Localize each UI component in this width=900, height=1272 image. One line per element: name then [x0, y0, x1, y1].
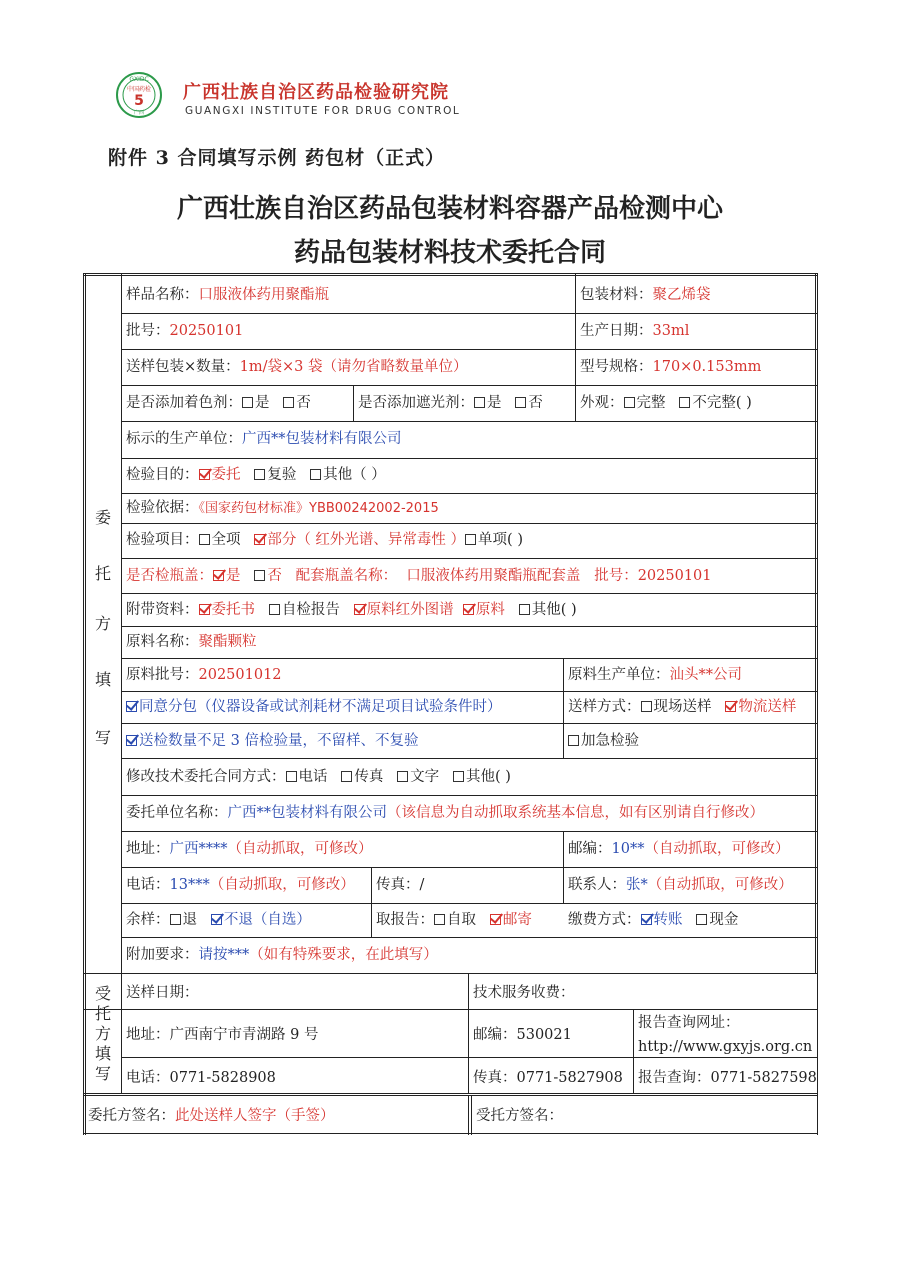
checkbox[interactable]: [310, 469, 321, 480]
checkbox[interactable]: [286, 771, 297, 782]
query-phone: 报告查询：0771-5827598: [638, 1070, 817, 1086]
receiver-fax: 传真：0771-5827908: [473, 1070, 623, 1086]
checkbox-checked[interactable]: [641, 914, 652, 925]
colorant-field[interactable]: 是否添加着色剂： 是 否: [126, 395, 311, 411]
checkbox[interactable]: [568, 735, 579, 746]
checkbox[interactable]: [254, 570, 265, 581]
send-date-field[interactable]: 送样日期：: [126, 985, 199, 1001]
appearance-field[interactable]: 外观： 完整 不完整( ): [580, 395, 752, 411]
raw-batch-field[interactable]: 原料批号：202501012: [126, 667, 282, 683]
checkbox-checked[interactable]: [126, 735, 137, 746]
receiver-postcode: 邮编：530021: [473, 1027, 572, 1043]
checkbox[interactable]: [453, 771, 464, 782]
page-subtitle: 药品包装材料技术委托合同: [293, 238, 606, 268]
checkbox-checked[interactable]: [490, 914, 501, 925]
query-url[interactable]: http://www.gxyjs.org.cn: [638, 1039, 813, 1055]
checkbox[interactable]: [696, 914, 707, 925]
manufacturer-field[interactable]: 标示的生产单位：广西**包装材料有限公司: [126, 431, 402, 447]
checkbox[interactable]: [254, 469, 265, 480]
sample-name-field[interactable]: 样品名称：口服液体药用聚酯瓶: [126, 287, 329, 303]
institute-name-en: GUANGXI INSTITUTE FOR DRUG CONTROL: [185, 105, 461, 117]
client-name-field[interactable]: 委托单位名称：广西**包装材料有限公司（该信息为自动抓取系统基本信息，如有区别请自行修改）: [126, 805, 764, 821]
batch-field[interactable]: 批号：20250101: [126, 323, 244, 339]
phone-field[interactable]: 电话：13***（自动抓取，可修改）: [126, 877, 355, 893]
fax-field[interactable]: 传真：/: [376, 877, 425, 893]
raw-maker-field[interactable]: 原料生产单位：汕头**公司: [568, 667, 742, 683]
report-pickup-field[interactable]: 取报告： 自取 邮寄: [376, 912, 532, 928]
checkbox-checked[interactable]: [211, 914, 222, 925]
checkbox[interactable]: [283, 397, 294, 408]
checkbox-checked[interactable]: [199, 469, 210, 480]
basis-field[interactable]: 检验依据：《国家药包材标准》YBB00242002-2015: [126, 500, 439, 516]
items-field[interactable]: 检验项目： 全项 部分（ 红外光谱、异常毒性 ） 单项( ): [126, 532, 523, 548]
svg-text:GXIDC: GXIDC: [129, 76, 149, 83]
svg-text:广西: 广西: [133, 110, 145, 116]
pack-material-field[interactable]: 包装材料：聚乙烯袋: [580, 287, 711, 303]
raw-material-name-field[interactable]: 原料名称：聚酯颗粒: [126, 634, 257, 650]
urgent-field[interactable]: 加急检验: [568, 732, 639, 750]
postcode-field[interactable]: 邮编：10**（自动抓取，可修改）: [568, 841, 790, 857]
extra-requirements-field[interactable]: 附加要求：请按***（如有特殊要求，在此填写）: [126, 947, 438, 963]
checkbox-checked[interactable]: [463, 604, 474, 615]
receiver-phone: 电话：0771-5828908: [126, 1070, 276, 1086]
checkbox[interactable]: [465, 534, 476, 545]
checkbox[interactable]: [269, 604, 280, 615]
pack-quantity-field[interactable]: 送样包装×数量：1m/袋×3 袋（请勿省略数量单位）: [126, 359, 468, 375]
page-title: 广西壮族自治区药品包装材料容器产品检测中心: [176, 194, 723, 224]
checkbox[interactable]: [199, 534, 210, 545]
svg-text:5: 5: [134, 93, 144, 109]
checkbox[interactable]: [170, 914, 181, 925]
checkbox[interactable]: [624, 397, 635, 408]
modify-method-field[interactable]: 修改技术委托合同方式： 电话 传真 文字 其他( ): [126, 769, 511, 785]
checkbox[interactable]: [341, 771, 352, 782]
model-spec-field[interactable]: 型号规格：170×0.153mm: [580, 359, 762, 375]
receiver-address: 地址：广西南宁市青湖路 9 号: [126, 1027, 319, 1043]
contract-form: 委 托 方 填 写 受 托 方 填 写 样品名称：口服液体药用聚酯瓶 包装材料：聚乙烯袋 批号：20250101 生产日期：33ml 送样包装×数量：1m/袋×3 袋（请勿省略数量单位） 型号规格：170×0.153mm 是否添加着色剂： 是 否 是否添加遮光剂： 是 否 外观： 完整 不完整( ) 标示的生产单位：广西**包装材料有限公司 检验目的： 委托 复验 其他（ ） 检验依据：《国家药包材标准》YBB00242002-2015 检验项目： 全项 部分（ 红外光谱、异常毒性 ） 单项( ) 是否检瓶盖： 是 否 配套瓶盖名称： 口服液体药用聚酯瓶配套盖 批号：20250101 附带资料： 委托书 自检报告 原料红外图谱 原料 其他( ) 原料名称：聚酯颗粒 原料批号：202501012 原料生产单位：汕头**公司 同意分包（仪器设备或试剂耗材不满足项目试验条件时） 送样方式： 现场送样 物流送样 送检数量不足 3 倍检验量，不留样、不复验 加急检验 修改技术委托合同方式： 电话 传真 文字 其他( ) 委托单位名称：广西**包装材料有限公司（该信息为自动抓取系统基本信息，如有区别请自行修改） 地址：广西****（自动抓取，可修改） 邮编：10**（自动抓取，可修改） 电话：13***（自动抓取，可修改） 传真：/ 联系人：张*（自动抓取，可修改） 余样： 退 不退（自选） 取报告： 自取 邮寄 缴费方式： 转账 现金 附加要求：请按***（如有特殊要求，在此填写） 送样日期： 技术服务收费： 地址：广西南宁市青湖路 9 号 邮编：530021 报告查询网址： http://www.gxyjs.org.cn 电话：0771-5828908 传真：0771-5827908 报告查询：0771-5827598 委托方签名：此处送样人签字（手签） 受托方签名：: [83, 273, 818, 1135]
cap-field[interactable]: 是否检瓶盖： 是 否 配套瓶盖名称： 口服液体药用聚酯瓶配套盖 批号：20250101: [126, 568, 712, 584]
checkbox-checked[interactable]: [254, 534, 265, 545]
checkbox[interactable]: [242, 397, 253, 408]
contact-field[interactable]: 联系人：张*（自动抓取，可修改）: [568, 877, 793, 893]
svg-text:中国药检: 中国药检: [126, 86, 152, 93]
purpose-field[interactable]: 检验目的： 委托 复验 其他（ ）: [126, 467, 386, 483]
client-signature[interactable]: 委托方签名：此处送样人签字（手签）: [88, 1108, 335, 1124]
address-field[interactable]: 地址：广西****（自动抓取，可修改）: [126, 841, 373, 857]
checkbox[interactable]: [474, 397, 485, 408]
production-date-field[interactable]: 生产日期：33ml: [580, 323, 690, 339]
checkbox-checked[interactable]: [354, 604, 365, 615]
checkbox[interactable]: [397, 771, 408, 782]
service-fee-field[interactable]: 技术服务收费：: [473, 985, 575, 1001]
leftover-field[interactable]: 余样： 退 不退（自选）: [126, 912, 311, 928]
query-url-label: 报告查询网址：: [638, 1015, 740, 1031]
checkbox[interactable]: [519, 604, 530, 615]
checkbox-checked[interactable]: [725, 701, 736, 712]
delivery-field[interactable]: 送样方式： 现场送样 物流送样: [568, 699, 797, 715]
payment-field[interactable]: 缴费方式： 转账 现金: [568, 912, 739, 928]
attachment-heading: 附件 3 合同填写示例 药包材（正式）: [108, 147, 446, 169]
insufficient-field[interactable]: 送检数量不足 3 倍检验量，不留样、不复验: [126, 732, 418, 750]
documents-field[interactable]: 附带资料： 委托书 自检报告 原料红外图谱 原料 其他( ): [126, 602, 577, 618]
receiver-signature[interactable]: 受托方签名：: [476, 1108, 563, 1124]
opacifier-field[interactable]: 是否添加遮光剂： 是 否: [358, 395, 543, 411]
institute-name-cn: 广西壮族自治区药品检验研究院: [183, 82, 449, 103]
checkbox[interactable]: [679, 397, 690, 408]
checkbox[interactable]: [515, 397, 526, 408]
checkbox-checked[interactable]: [126, 701, 137, 712]
subcontract-field[interactable]: 同意分包（仪器设备或试剂耗材不满足项目试验条件时）: [126, 698, 502, 716]
checkbox-checked[interactable]: [199, 604, 210, 615]
checkbox-checked[interactable]: [213, 570, 224, 581]
institute-logo: [116, 72, 162, 118]
checkbox[interactable]: [434, 914, 445, 925]
checkbox[interactable]: [641, 701, 652, 712]
